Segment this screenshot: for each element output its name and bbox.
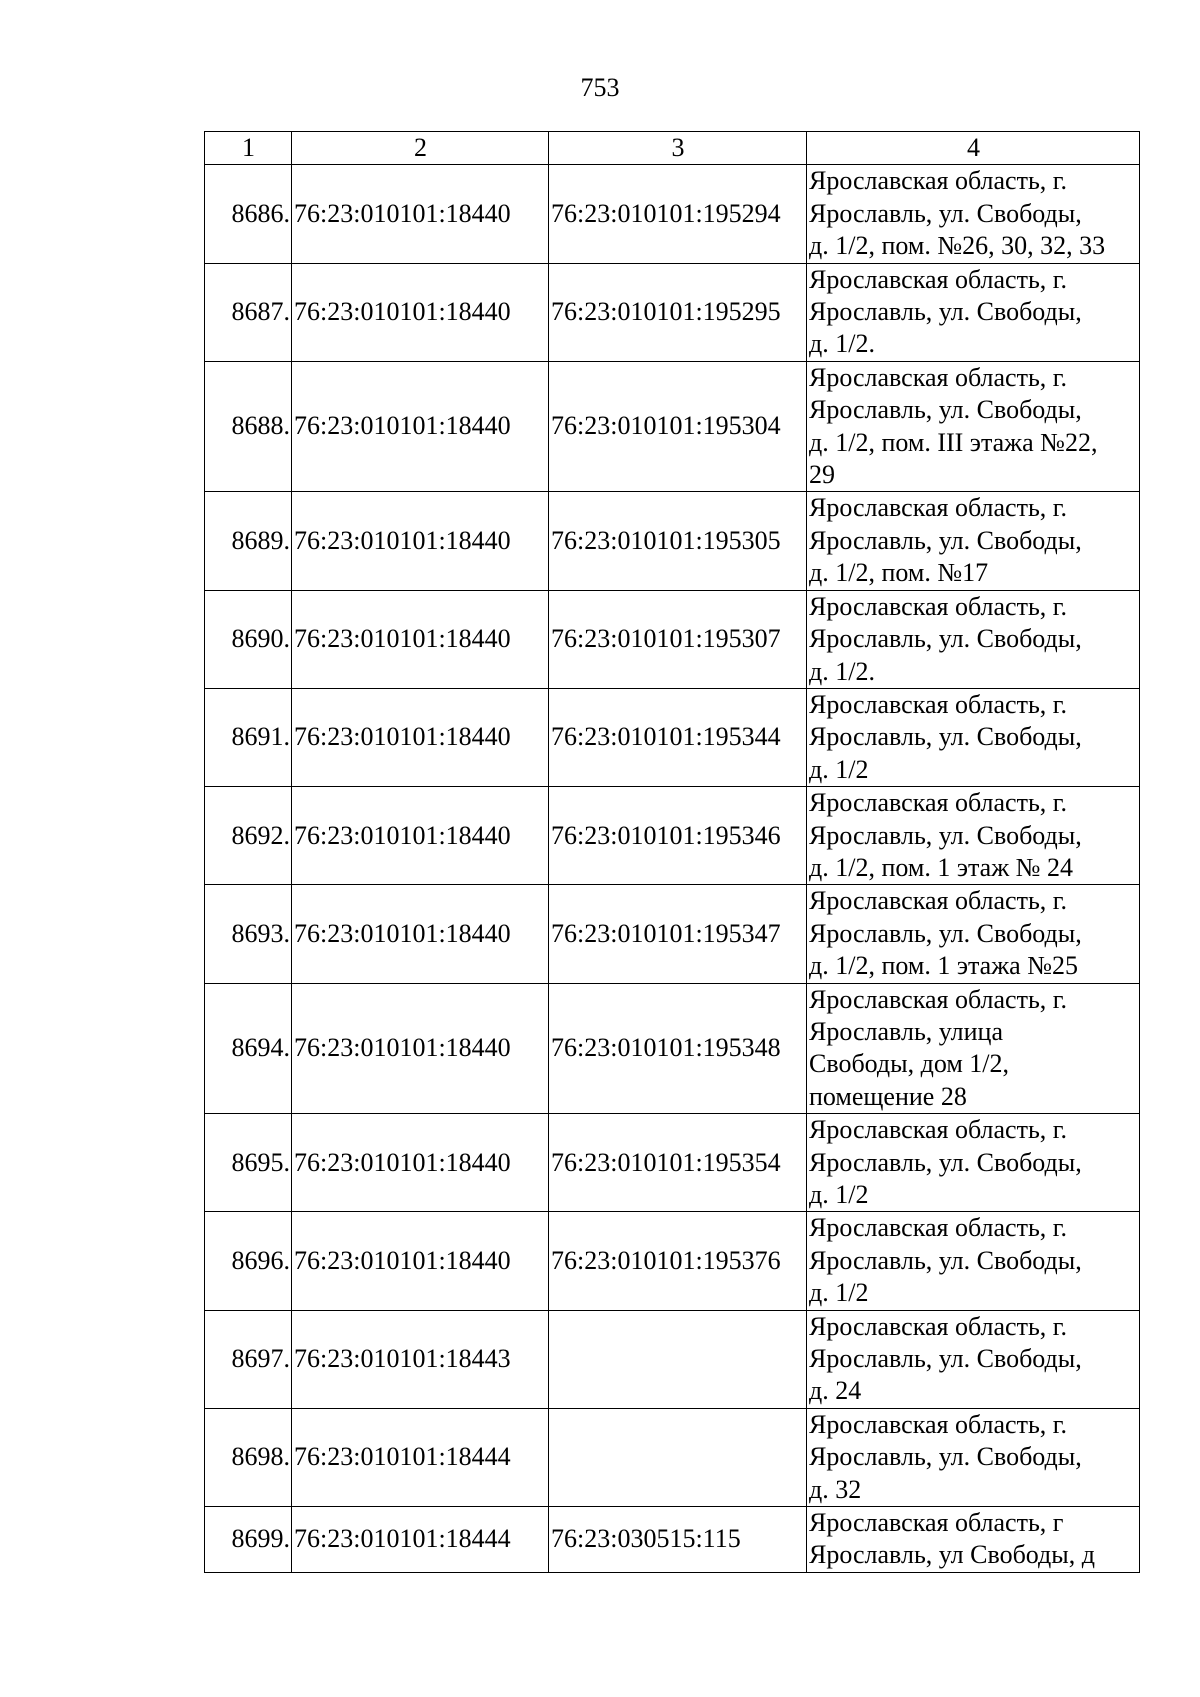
address-line: Ярославль, ул. Свободы,: [809, 1442, 1082, 1472]
address-line: Ярославль, ул. Свободы,: [809, 395, 1082, 425]
object-cadastral-number-cell: 76:23:010101:195346: [549, 787, 807, 885]
address-line: Ярославская область, г.: [809, 984, 1068, 1014]
table-row: [205, 590, 1140, 688]
address-line: Ярославль, ул. Свободы,: [809, 722, 1082, 752]
object-cadastral-number-cell: [549, 1310, 807, 1408]
address-line: 29: [809, 460, 835, 490]
table-row: [205, 165, 1140, 263]
address-line: Ярославль, ул. Свободы,: [809, 820, 1082, 850]
address-cell: [807, 361, 1140, 492]
address-line: Ярославская область, г.: [809, 591, 1068, 621]
land-cadastral-number-cell: 76:23:010101:18440: [292, 263, 549, 361]
object-cadastral-number-cell: 76:23:010101:195305: [549, 492, 807, 590]
table-row: [205, 885, 1140, 983]
address-cell: [807, 165, 1140, 263]
address-line: д. 24: [809, 1376, 862, 1406]
address-line: Ярославская область, г.: [809, 1115, 1068, 1145]
row-number-cell: 8699.: [205, 1507, 292, 1573]
header-cell: 4: [807, 132, 1140, 165]
object-cadastral-number-cell: [549, 1408, 807, 1506]
header-cell: 3: [549, 132, 807, 165]
address-line: Ярославль, улица: [809, 1016, 1004, 1046]
address-cell: [807, 1507, 1140, 1573]
table-row: [205, 1507, 1140, 1573]
address-line: Ярославль, ул. Свободы,: [809, 297, 1082, 327]
address-line: Ярославская область, г.: [809, 886, 1068, 916]
address-line: Ярославская область, г.: [809, 362, 1068, 392]
object-cadastral-number-cell: 76:23:010101:195347: [549, 885, 807, 983]
address-line: Ярославская область, г.: [809, 1213, 1068, 1243]
address-line: д. 1/2: [809, 754, 869, 784]
address-line: Ярославская область, г.: [809, 166, 1068, 196]
object-cadastral-number-cell: 76:23:010101:195344: [549, 688, 807, 786]
table-row: [205, 1212, 1140, 1310]
address-cell: [807, 885, 1140, 983]
header-cell: 2: [292, 132, 549, 165]
address-line: д. 32: [809, 1474, 862, 1504]
object-cadastral-number-cell: 76:23:010101:195294: [549, 165, 807, 263]
address-line: Ярославская область, г.: [809, 1311, 1068, 1341]
object-cadastral-number-cell: 76:23:030515:115: [549, 1507, 807, 1573]
row-number-cell: 8692.: [205, 787, 292, 885]
address-cell: [807, 1310, 1140, 1408]
address-line: д. 1/2.: [809, 656, 875, 686]
row-number-cell: 8695.: [205, 1114, 292, 1212]
address-cell: [807, 1212, 1140, 1310]
object-cadastral-number-cell: 76:23:010101:195307: [549, 590, 807, 688]
address-cell: [807, 492, 1140, 590]
land-cadastral-number-cell: 76:23:010101:18443: [292, 1310, 549, 1408]
table-row: [205, 1408, 1140, 1506]
address-cell: [807, 1114, 1140, 1212]
address-line: д. 1/2, пом. III этажа №22,: [809, 427, 1098, 457]
address-line: Ярославль, ул. Свободы,: [809, 1147, 1082, 1177]
address-line: д. 1/2: [809, 1278, 869, 1308]
object-cadastral-number-cell: 76:23:010101:195376: [549, 1212, 807, 1310]
land-cadastral-number-cell: 76:23:010101:18440: [292, 165, 549, 263]
row-number-cell: 8690.: [205, 590, 292, 688]
table-row: [205, 787, 1140, 885]
address-cell: [807, 787, 1140, 885]
address-line: д. 1/2, пом. 1 этаж № 24: [809, 852, 1073, 882]
table-row: [205, 1310, 1140, 1408]
row-number-cell: 8698.: [205, 1408, 292, 1506]
address-line: помещение 28: [809, 1081, 967, 1111]
table-row: [205, 263, 1140, 361]
row-number-cell: 8693.: [205, 885, 292, 983]
address-line: д. 1/2, пом. 1 этажа №25: [809, 951, 1079, 981]
address-line: Ярославль, ул. Свободы,: [809, 198, 1082, 228]
land-cadastral-number-cell: 76:23:010101:18440: [292, 688, 549, 786]
table-row: [205, 361, 1140, 492]
address-line: д. 1/2, пом. №17: [809, 558, 989, 588]
address-cell: [807, 263, 1140, 361]
address-line: д. 1/2.: [809, 329, 875, 359]
address-line: Ярославская область, г.: [809, 1409, 1068, 1439]
land-cadastral-number-cell: 76:23:010101:18440: [292, 983, 549, 1114]
row-number-cell: 8686.: [205, 165, 292, 263]
header-cell: 1: [205, 132, 292, 165]
row-number-cell: 8694.: [205, 983, 292, 1114]
address-line: Ярославль, ул. Свободы,: [809, 525, 1082, 555]
table-header-row: [205, 132, 1140, 165]
address-line: д. 1/2: [809, 1180, 869, 1209]
address-line: Ярославская область, г.: [809, 493, 1068, 523]
row-number-cell: 8688.: [205, 361, 292, 492]
table-row: [205, 1114, 1140, 1212]
object-cadastral-number-cell: 76:23:010101:195295: [549, 263, 807, 361]
row-number-cell: 8691.: [205, 688, 292, 786]
address-line: Ярославль, ул. Свободы,: [809, 1344, 1082, 1374]
land-cadastral-number-cell: 76:23:010101:18440: [292, 1212, 549, 1310]
land-cadastral-number-cell: 76:23:010101:18440: [292, 885, 549, 983]
row-number-cell: 8689.: [205, 492, 292, 590]
object-cadastral-number-cell: 76:23:010101:195348: [549, 983, 807, 1114]
row-number-cell: 8687.: [205, 263, 292, 361]
address-line: Ярославль, ул. Свободы,: [809, 1245, 1082, 1275]
table-row: [205, 983, 1140, 1114]
land-cadastral-number-cell: 76:23:010101:18440: [292, 492, 549, 590]
address-cell: [807, 590, 1140, 688]
address-line: Ярославская область, г.: [809, 264, 1068, 294]
object-cadastral-number-cell: 76:23:010101:195354: [549, 1114, 807, 1212]
address-line: Ярославль, ул. Свободы,: [809, 918, 1082, 948]
address-cell: [807, 983, 1140, 1114]
page-number: 753: [580, 73, 620, 102]
land-cadastral-number-cell: 76:23:010101:18440: [292, 361, 549, 492]
table-row: [205, 492, 1140, 590]
address-line: Ярославская область, г.: [809, 689, 1068, 719]
address-cell: [807, 1408, 1140, 1506]
row-number-cell: 8697.: [205, 1310, 292, 1408]
address-line: Ярославль, ул. Свободы,: [809, 624, 1082, 654]
address-cell: [807, 688, 1140, 786]
address-line: д. 1/2, пом. №26, 30, 32, 33: [809, 231, 1106, 261]
land-cadastral-number-cell: 76:23:010101:18440: [292, 787, 549, 885]
row-number-cell: 8696.: [205, 1212, 292, 1310]
address-line: Свободы, дом 1/2,: [809, 1049, 1010, 1079]
registry-table: [204, 131, 1140, 1573]
address-line: Ярославская область, г.: [809, 788, 1068, 818]
object-cadastral-number-cell: 76:23:010101:195304: [549, 361, 807, 492]
land-cadastral-number-cell: 76:23:010101:18444: [292, 1408, 549, 1506]
land-cadastral-number-cell: 76:23:010101:18440: [292, 1114, 549, 1212]
address-line: Ярославль, ул Свободы, д: [809, 1540, 1095, 1570]
table-row: [205, 688, 1140, 786]
address-line: Ярославская область, г: [809, 1508, 1064, 1538]
land-cadastral-number-cell: 76:23:010101:18444: [292, 1507, 549, 1573]
land-cadastral-number-cell: 76:23:010101:18440: [292, 590, 549, 688]
